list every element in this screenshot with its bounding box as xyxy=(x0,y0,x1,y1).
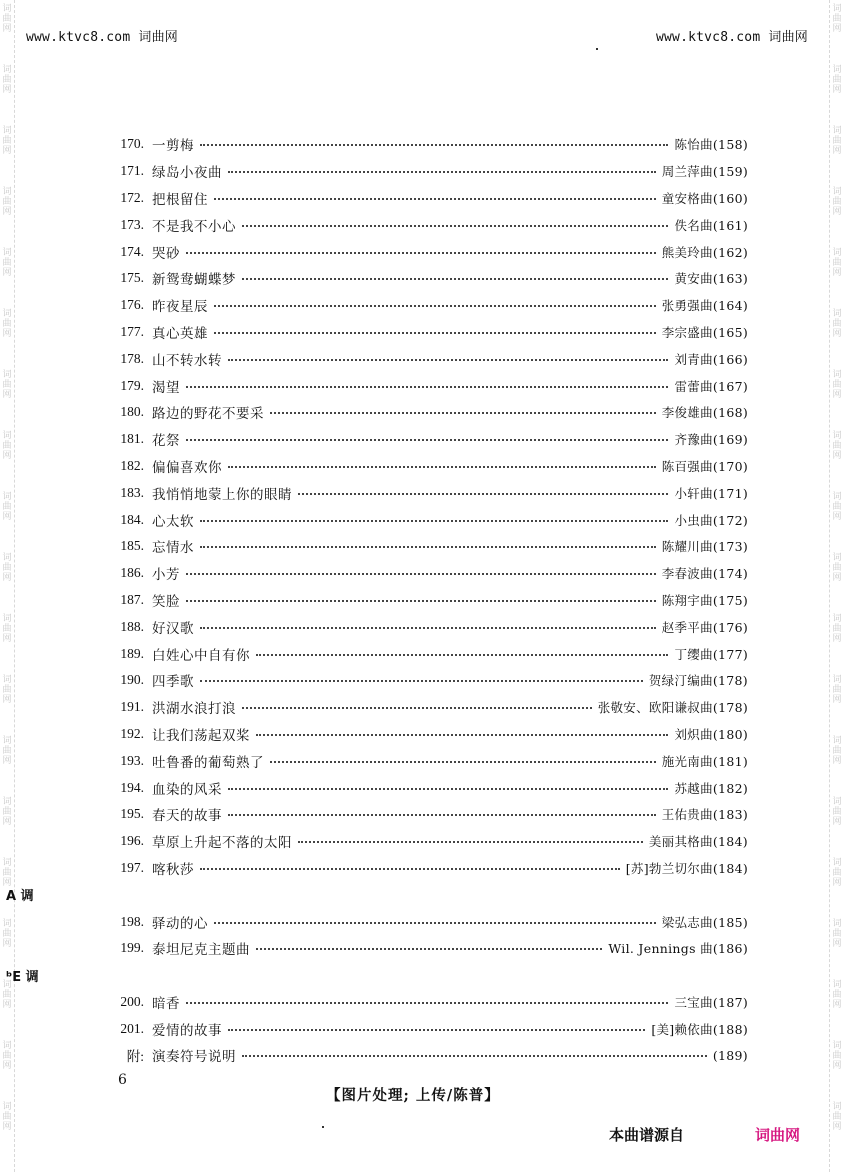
dot-leader xyxy=(228,357,668,361)
song-title: 偏偏喜欢你 xyxy=(152,459,222,476)
song-title: 白姓心中自有你 xyxy=(152,647,250,664)
song-title: 暗香 xyxy=(152,995,180,1012)
side-watermark-mark: 词 曲 网 xyxy=(2,187,12,217)
song-title: 花祭 xyxy=(152,433,180,450)
scan-credit: 【图片处理; 上传/陈普】 xyxy=(326,1087,500,1104)
side-watermark-mark: 词 曲 网 xyxy=(2,248,12,278)
entry-number: 194. xyxy=(120,779,144,795)
toc-entry[interactable] xyxy=(100,1015,748,1042)
entry-number: 175. xyxy=(120,270,144,286)
toc-entry[interactable] xyxy=(100,399,748,426)
entry-number: 176. xyxy=(120,297,144,313)
entry-number: 172. xyxy=(120,189,144,205)
entry-number: 197. xyxy=(120,859,144,875)
composer-and-page: 李春波曲(174) xyxy=(661,566,748,582)
toc-entry[interactable] xyxy=(100,587,748,614)
header-site-left[interactable]: www.ktvc8.com 词曲网 xyxy=(26,30,178,45)
composer-and-page: 李宗盛曲(165) xyxy=(661,324,748,340)
right-watermark-strip xyxy=(829,0,844,1172)
toc-entry[interactable] xyxy=(100,211,748,238)
side-watermark-mark: 词 曲 网 xyxy=(832,614,842,644)
entry-number: 195. xyxy=(120,806,144,822)
dot-leader xyxy=(200,678,643,682)
composer-and-page: 苏越曲(182) xyxy=(674,780,748,796)
entry-number: 201. xyxy=(120,1020,144,1036)
toc-entry[interactable] xyxy=(100,667,748,694)
dot-leader xyxy=(200,544,656,548)
entry-number: 181. xyxy=(120,431,144,447)
toc-entry[interactable] xyxy=(100,1042,748,1069)
entry-number: 193. xyxy=(120,752,144,768)
dot-leader xyxy=(256,652,668,656)
song-title: 小芳 xyxy=(152,567,180,584)
toc-entry[interactable] xyxy=(100,319,748,346)
dot-leader xyxy=(214,303,656,307)
left-watermark-strip xyxy=(0,0,15,1172)
toc-entry[interactable] xyxy=(100,989,748,1016)
toc-entry[interactable] xyxy=(100,613,748,640)
entry-number: 184. xyxy=(120,511,144,527)
song-title: 春天的故事 xyxy=(152,808,222,825)
toc-entry[interactable] xyxy=(100,265,748,292)
side-watermark-mark: 词 曲 网 xyxy=(2,553,12,583)
composer-and-page: 陈百强曲(170) xyxy=(661,458,748,474)
dot-leader xyxy=(242,705,592,709)
song-title: 喀秋莎 xyxy=(152,861,194,878)
song-title: 泰坦尼克主题曲 xyxy=(152,942,250,959)
song-title: 爱情的故事 xyxy=(152,1022,222,1039)
composer-and-page: 陈耀川曲(173) xyxy=(661,539,748,555)
song-title: 不是我不小心 xyxy=(152,218,236,235)
scan-speck xyxy=(322,1126,324,1128)
side-watermark-mark: 词 曲 网 xyxy=(832,126,842,156)
entry-number: 170. xyxy=(120,136,144,152)
composer-and-page: 雷蕾曲(167) xyxy=(674,378,748,394)
side-watermark-mark: 词 曲 网 xyxy=(832,309,842,339)
song-title: 笑脸 xyxy=(152,593,180,610)
entry-number: 178. xyxy=(120,350,144,366)
entry-number: 173. xyxy=(120,216,144,232)
song-title: 山不转水转 xyxy=(152,352,222,369)
composer-and-page: 陈怡曲(158) xyxy=(674,137,748,153)
side-watermark-mark: 词 曲 网 xyxy=(832,248,842,278)
song-title: 吐鲁番的葡萄熟了 xyxy=(152,754,264,771)
side-watermark-mark: 词 曲 网 xyxy=(2,65,12,95)
composer-and-page: [美]赖依曲(188) xyxy=(651,1021,748,1037)
toc-entry[interactable] xyxy=(100,238,748,265)
dot-leader xyxy=(200,142,668,146)
dot-leader xyxy=(256,946,602,950)
toc-entry[interactable] xyxy=(100,185,748,212)
song-title: 绿岛小夜曲 xyxy=(152,165,222,182)
dot-leader xyxy=(200,866,620,870)
section-label: A 调 xyxy=(6,889,34,905)
composer-and-page: 刘青曲(166) xyxy=(674,351,748,367)
entry-number: 183. xyxy=(120,484,144,500)
composer-and-page: 熊美玲曲(162) xyxy=(661,244,748,260)
entry-number: 179. xyxy=(120,377,144,393)
composer-and-page: 刘炽曲(180) xyxy=(674,726,748,742)
dot-leader xyxy=(186,598,656,602)
song-title: 昨夜星辰 xyxy=(152,299,208,316)
side-watermark-mark: 词 曲 网 xyxy=(2,309,12,339)
entry-number: 198. xyxy=(120,913,144,929)
toc-entry[interactable] xyxy=(100,828,748,855)
header-site-right[interactable]: www.ktvc8.com 词曲网 xyxy=(656,30,808,45)
toc-entry[interactable] xyxy=(100,131,748,158)
section-label: ᵇE 调 xyxy=(6,969,39,985)
entry-number: 186. xyxy=(120,565,144,581)
toc-entry[interactable] xyxy=(100,453,748,480)
song-title: 一剪梅 xyxy=(152,138,194,155)
toc-entry[interactable] xyxy=(100,640,748,667)
composer-and-page: 三宝曲(187) xyxy=(674,994,748,1010)
side-watermark-mark: 词 曲 网 xyxy=(2,919,12,949)
song-title: 路边的野花不要采 xyxy=(152,406,264,423)
footer-source-label: 本曲谱源自 xyxy=(609,1126,685,1144)
side-watermark-mark: 词 曲 网 xyxy=(2,858,12,888)
composer-and-page: 张勇强曲(164) xyxy=(661,298,748,314)
toc-entry[interactable] xyxy=(100,747,748,774)
toc-entry[interactable] xyxy=(100,345,748,372)
toc-entry[interactable] xyxy=(100,372,748,399)
side-watermark-mark: 词 曲 网 xyxy=(832,187,842,217)
entry-number: 200. xyxy=(120,993,144,1009)
entry-number: 174. xyxy=(120,243,144,259)
composer-and-page: 童安格曲(160) xyxy=(661,190,748,206)
dot-leader xyxy=(200,518,668,522)
dot-leader xyxy=(214,196,656,200)
side-watermark-mark: 词 曲 网 xyxy=(832,1041,842,1071)
side-watermark-mark: 词 曲 网 xyxy=(2,736,12,766)
side-watermark-mark: 词 曲 网 xyxy=(832,370,842,400)
song-title: 渴望 xyxy=(152,379,180,396)
side-watermark-mark: 词 曲 网 xyxy=(2,370,12,400)
song-title: 血染的风采 xyxy=(152,781,222,798)
key-section-heading xyxy=(4,881,748,908)
side-watermark-mark: 词 曲 网 xyxy=(2,675,12,705)
side-watermark-mark: 词 曲 网 xyxy=(2,126,12,156)
toc-entry[interactable] xyxy=(100,855,748,882)
toc-entry[interactable] xyxy=(100,533,748,560)
entry-number: 192. xyxy=(120,725,144,741)
composer-and-page: 贺绿汀编曲(178) xyxy=(648,673,748,689)
dot-leader xyxy=(200,625,656,629)
composer-and-page: 张敬安、欧阳谦叔曲(178) xyxy=(597,700,748,716)
song-title: 草原上升起不落的太阳 xyxy=(152,835,292,852)
toc-entry[interactable] xyxy=(100,694,748,721)
side-watermark-mark: 词 曲 网 xyxy=(2,614,12,644)
composer-and-page: 周兰萍曲(159) xyxy=(661,164,748,180)
side-watermark-mark: 词 曲 网 xyxy=(832,65,842,95)
side-watermark-mark: 词 曲 网 xyxy=(2,1041,12,1071)
composer-and-page: 小轩曲(171) xyxy=(674,485,748,501)
dot-leader xyxy=(186,384,668,388)
entry-number: 189. xyxy=(120,645,144,661)
entry-number: 180. xyxy=(120,404,144,420)
dot-leader xyxy=(242,1053,707,1057)
song-title: 我悄悄地蒙上你的眼睛 xyxy=(152,486,292,503)
dot-leader xyxy=(298,839,643,843)
song-title: 新鸳鸯蝴蝶梦 xyxy=(152,272,236,289)
side-watermark-mark: 词 曲 网 xyxy=(832,797,842,827)
composer-and-page: (189) xyxy=(712,1047,748,1063)
composer-and-page: 齐豫曲(169) xyxy=(674,432,748,448)
composer-and-page: 李俊雄曲(168) xyxy=(661,405,748,421)
dot-leader xyxy=(228,812,656,816)
side-watermark-mark: 词 曲 网 xyxy=(832,553,842,583)
side-watermark-mark: 词 曲 网 xyxy=(2,4,12,34)
side-watermark-mark: 词 曲 网 xyxy=(832,858,842,888)
dot-leader xyxy=(228,464,656,468)
song-title: 四季歌 xyxy=(152,674,194,691)
entry-number: 171. xyxy=(120,163,144,179)
dot-leader xyxy=(186,437,668,441)
side-watermark-mark: 词 曲 网 xyxy=(832,919,842,949)
side-watermark-mark: 词 曲 网 xyxy=(832,4,842,34)
footer-brand-link[interactable]: 词曲网 xyxy=(755,1126,801,1144)
song-title: 哭砂 xyxy=(152,245,180,262)
toc-entry[interactable] xyxy=(100,560,748,587)
side-watermark-mark: 词 曲 网 xyxy=(832,980,842,1010)
composer-and-page: [苏]勃兰切尔曲(184) xyxy=(625,860,748,876)
side-watermark-mark: 词 曲 网 xyxy=(832,492,842,522)
composer-and-page: 小虫曲(172) xyxy=(674,512,748,528)
composer-and-page: 陈翔宇曲(175) xyxy=(661,592,748,608)
entry-number: 187. xyxy=(120,591,144,607)
entry-number: 188. xyxy=(120,618,144,634)
entry-number: 190. xyxy=(120,672,144,688)
toc-entry[interactable] xyxy=(100,801,748,828)
side-watermark-mark: 词 曲 网 xyxy=(832,675,842,705)
dot-leader xyxy=(186,571,656,575)
song-title: 真心英雄 xyxy=(152,325,208,342)
dot-leader xyxy=(270,410,656,414)
toc-entry[interactable] xyxy=(100,721,748,748)
entry-number: 177. xyxy=(120,323,144,339)
dot-leader xyxy=(214,920,656,924)
entry-number: 附: xyxy=(126,1049,144,1065)
dot-leader xyxy=(228,786,668,790)
song-title: 心太软 xyxy=(152,513,194,530)
toc-entry[interactable] xyxy=(100,426,748,453)
dot-leader xyxy=(270,759,656,763)
toc-entry[interactable] xyxy=(100,935,748,962)
toc-entry[interactable] xyxy=(100,774,748,801)
composer-and-page: 美丽其格曲(184) xyxy=(648,834,748,850)
song-title: 让我们荡起双桨 xyxy=(152,727,250,744)
song-title: 忘情水 xyxy=(152,540,194,557)
toc-entry[interactable] xyxy=(100,292,748,319)
entry-number: 191. xyxy=(120,699,144,715)
dot-leader xyxy=(214,330,656,334)
composer-and-page: Wil. Jennings 曲(186) xyxy=(608,941,748,957)
dot-leader xyxy=(298,491,668,495)
composer-and-page: 施光南曲(181) xyxy=(661,753,748,769)
dot-leader xyxy=(228,169,656,173)
key-section-heading xyxy=(4,962,748,989)
side-watermark-mark: 词 曲 网 xyxy=(2,980,12,1010)
side-watermark-mark: 词 曲 网 xyxy=(2,1102,12,1132)
toc-entry[interactable] xyxy=(100,479,748,506)
entry-number: 182. xyxy=(120,457,144,473)
composer-and-page: 王佑贵曲(183) xyxy=(661,807,748,823)
dot-leader xyxy=(186,1000,668,1004)
composer-and-page: 黄安曲(163) xyxy=(674,271,748,287)
dot-leader xyxy=(256,732,668,736)
composer-and-page: 赵季平曲(176) xyxy=(661,619,748,635)
toc-entry[interactable] xyxy=(100,506,748,533)
composer-and-page: 梁弘志曲(185) xyxy=(661,914,748,930)
dot-leader xyxy=(228,1027,645,1031)
composer-and-page: 丁缨曲(177) xyxy=(674,646,748,662)
song-title: 驿动的心 xyxy=(152,915,208,932)
dot-leader xyxy=(242,276,668,280)
toc-entry[interactable] xyxy=(100,908,748,935)
song-title: 洪湖水浪打浪 xyxy=(152,701,236,718)
song-title: 演奏符号说明 xyxy=(152,1049,236,1066)
song-title: 好汉歌 xyxy=(152,620,194,637)
composer-and-page: 佚名曲(161) xyxy=(674,217,748,233)
side-watermark-mark: 词 曲 网 xyxy=(832,1102,842,1132)
dot-leader xyxy=(242,223,668,227)
dot-leader xyxy=(186,250,656,254)
entry-number: 196. xyxy=(120,833,144,849)
side-watermark-mark: 词 曲 网 xyxy=(832,736,842,766)
side-watermark-mark: 词 曲 网 xyxy=(2,492,12,522)
song-title: 把根留住 xyxy=(152,191,208,208)
scan-speck xyxy=(596,48,598,50)
entry-number: 185. xyxy=(120,538,144,554)
page-number: 6 xyxy=(118,1072,127,1088)
toc-entry[interactable] xyxy=(100,158,748,185)
side-watermark-mark: 词 曲 网 xyxy=(2,797,12,827)
side-watermark-mark: 词 曲 网 xyxy=(832,431,842,461)
side-watermark-mark: 词 曲 网 xyxy=(2,431,12,461)
entry-number: 199. xyxy=(120,940,144,956)
